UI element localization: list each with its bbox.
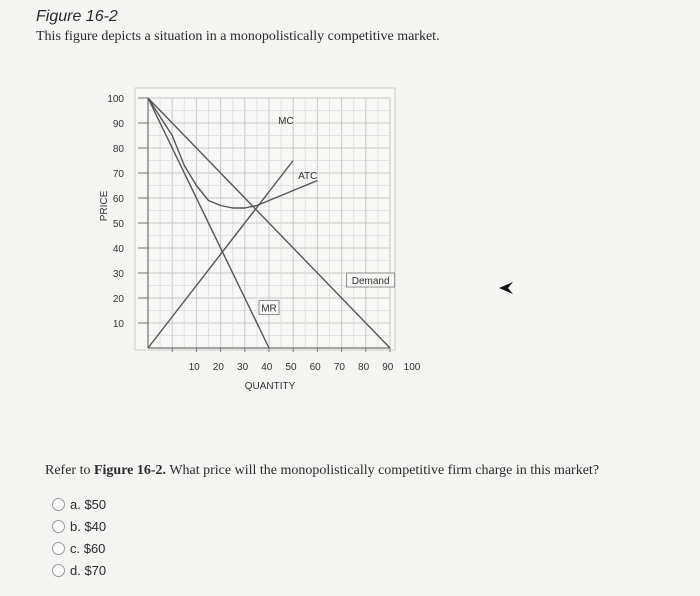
x-tick-label: 60 <box>309 362 321 373</box>
series-label-mr: MR <box>261 303 277 315</box>
radio-icon[interactable] <box>52 520 65 533</box>
y-tick-label: 90 <box>112 119 124 130</box>
y-tick-label: 40 <box>112 244 124 255</box>
series-label-atc: ATC <box>298 171 318 182</box>
figure-description: This figure depicts a situation in a monopolistically competitive market. <box>36 29 440 44</box>
series-label-mc: MC <box>278 116 294 127</box>
y-tick-label: 20 <box>112 294 124 305</box>
x-tick-label: 40 <box>261 362 273 373</box>
question-body: What price will the monopolistically competitive firm charge in this market? <box>169 463 600 478</box>
y-tick-label: 100 <box>107 94 124 105</box>
question-figure-ref: Figure 16-2. <box>93 463 167 478</box>
x-tick-label: 10 <box>188 362 200 373</box>
x-tick-label: 90 <box>382 362 394 373</box>
series-label-demand: Demand <box>351 276 390 287</box>
y-tick-label: 70 <box>112 169 124 180</box>
radio-icon[interactable] <box>52 498 65 511</box>
y-tick-label: 60 <box>112 194 124 205</box>
x-tick-label: 80 <box>358 362 370 373</box>
answer-option-d[interactable] <box>52 563 106 578</box>
figure-title: Figure 16-2 <box>36 8 118 25</box>
question-text <box>45 463 599 479</box>
question-prefix: Refer to <box>45 463 91 478</box>
y-axis-label: PRICE <box>99 190 110 222</box>
x-tick-label: 30 <box>237 362 249 373</box>
answer-option-a[interactable] <box>52 497 106 512</box>
option-label: c. $60 <box>70 541 106 556</box>
y-tick-label: 30 <box>112 269 124 280</box>
x-tick-label: 100 <box>403 362 421 373</box>
option-label: a. $50 <box>70 497 107 512</box>
option-label: b. $40 <box>70 519 107 534</box>
y-tick-label: 50 <box>112 219 124 230</box>
x-tick-label: 70 <box>333 362 345 373</box>
answer-option-c[interactable] <box>52 541 105 556</box>
radio-icon[interactable] <box>52 542 65 555</box>
radio-icon[interactable] <box>52 564 65 577</box>
y-tick-label: 10 <box>112 319 124 330</box>
answer-option-b[interactable] <box>52 519 106 534</box>
x-tick-label: 50 <box>285 362 297 373</box>
y-tick-label: 80 <box>112 144 124 155</box>
cursor-arrow-icon <box>498 281 514 295</box>
option-label: d. $70 <box>70 563 107 578</box>
x-tick-label: 20 <box>212 362 224 373</box>
x-axis-label: QUANTITY <box>244 381 296 392</box>
